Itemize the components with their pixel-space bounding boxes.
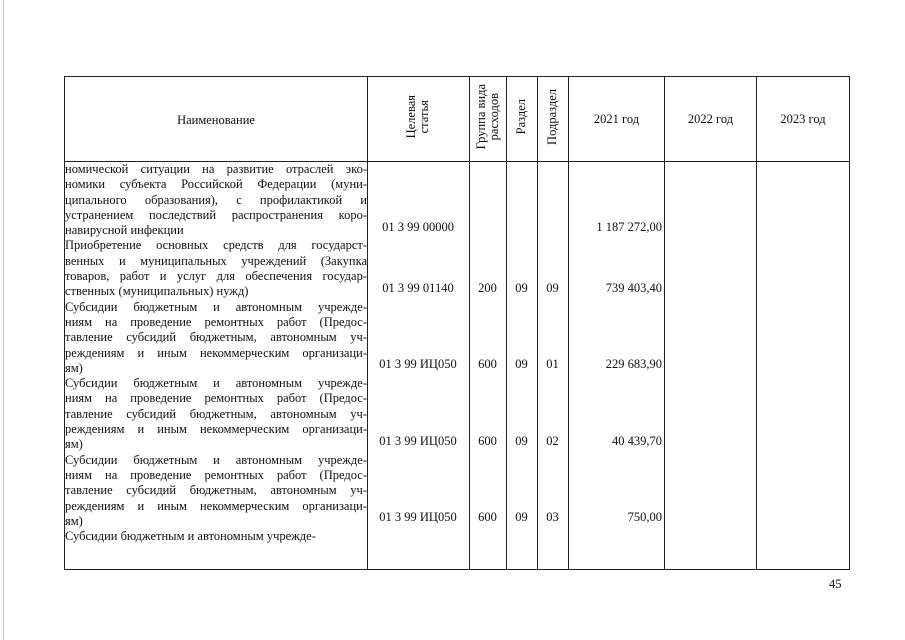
item-subsection: 03 bbox=[546, 510, 559, 525]
item-name-line: ниям на проведение ремонтных работ (Предос- bbox=[65, 314, 367, 329]
header-section: Раздел bbox=[507, 77, 538, 162]
item-target-article: 01 3 99 ИЦ050 bbox=[379, 357, 457, 372]
item-subsection: 01 bbox=[546, 357, 559, 372]
item-name-line: реждениям и иным некоммерческим организаци- bbox=[65, 345, 367, 360]
item-name-line: номической ситуации на развитие отраслей эко- bbox=[65, 162, 367, 176]
item-target-article: 01 3 99 ИЦ050 bbox=[379, 510, 457, 525]
item-name-line: Субсидии бюджетным и автономным учрежде- bbox=[65, 529, 316, 544]
item-target-article: 01 3 99 01140 bbox=[382, 280, 454, 295]
item-name-line: навирусной инфекции bbox=[65, 223, 184, 238]
item-name-line: ниям на проведение ремонтных работ (Предос- bbox=[65, 467, 367, 482]
item-name-line: Субсидии бюджетным и автономным учрежде- bbox=[65, 376, 367, 391]
item-name-line: устранением последствий распространения коро- bbox=[65, 207, 367, 222]
y2023-column bbox=[757, 162, 850, 570]
item-name-line: реждениям и иным некоммерческим организаци- bbox=[65, 498, 367, 513]
item-name-line: венных и муниципальных учреждений (Закупка bbox=[65, 253, 367, 268]
item-amount-2021: 750,00 bbox=[627, 510, 662, 525]
header-expense-group: Группа вида расходов bbox=[470, 77, 507, 162]
header-2021: 2021 год bbox=[569, 77, 665, 162]
header-2022: 2022 год bbox=[665, 77, 757, 162]
item-name-line: тавление субсидий бюджетным, автономным уч- bbox=[65, 406, 367, 421]
item-expense-group: 600 bbox=[478, 433, 497, 448]
item-section: 09 bbox=[515, 433, 528, 448]
item-name-line: Приобретение основных средств для государст- bbox=[65, 238, 367, 253]
item-expense-group: 600 bbox=[478, 357, 497, 372]
item-target-article: 01 3 99 00000 bbox=[382, 219, 454, 234]
header-2023: 2023 год bbox=[757, 77, 850, 162]
item-name-line: ям) bbox=[65, 513, 83, 528]
header-subsection: Подраздел bbox=[538, 77, 569, 162]
item-name-line: ственных (муниципальных) нужд) bbox=[65, 284, 249, 299]
item-name-line: Субсидии бюджетным и автономным учрежде- bbox=[65, 299, 367, 314]
item-target-article: 01 3 99 ИЦ050 bbox=[379, 433, 457, 448]
table-header-row bbox=[65, 77, 850, 162]
scan-edge-line bbox=[3, 0, 4, 640]
item-name-line: номики субъекта Российской Федерации (муни- bbox=[65, 177, 367, 192]
item-name-line: ям) bbox=[65, 360, 83, 375]
item-name-line: тавление субсидий бюджетным, автономным уч- bbox=[65, 330, 367, 345]
item-amount-2021: 40 439,70 bbox=[612, 433, 662, 448]
item-name-line: ям) bbox=[65, 437, 83, 452]
header-target-article: Целевая статья bbox=[368, 77, 470, 162]
item-name-line: ниям на проведение ремонтных работ (Предос- bbox=[65, 391, 367, 406]
names-column bbox=[65, 162, 368, 570]
item-name-line: реждениям и иным некоммерческим организаци- bbox=[65, 422, 367, 437]
item-name-line: Субсидии бюджетным и автономным учрежде- bbox=[65, 452, 367, 467]
y2022-column bbox=[665, 162, 757, 570]
item-subsection: 09 bbox=[546, 280, 559, 295]
item-expense-group: 200 bbox=[478, 280, 497, 295]
item-amount-2021: 1 187 272,00 bbox=[596, 219, 662, 234]
item-name-line: ципального образования), с профилактикой и bbox=[65, 192, 367, 207]
item-amount-2021: 229 683,90 bbox=[605, 357, 662, 372]
item-name-line: тавление субсидий бюджетным, автономным уч- bbox=[65, 483, 367, 498]
item-name-line: товаров, работ и услуг для обеспечения государ- bbox=[65, 269, 367, 284]
budget-table bbox=[64, 76, 850, 570]
item-section: 09 bbox=[515, 280, 528, 295]
item-expense-group: 600 bbox=[478, 510, 497, 525]
item-subsection: 02 bbox=[546, 433, 559, 448]
item-amount-2021: 739 403,40 bbox=[605, 280, 662, 295]
item-section: 09 bbox=[515, 510, 528, 525]
item-section: 09 bbox=[515, 357, 528, 372]
header-name: Наименование bbox=[65, 77, 368, 162]
page-number: 45 bbox=[829, 577, 842, 591]
